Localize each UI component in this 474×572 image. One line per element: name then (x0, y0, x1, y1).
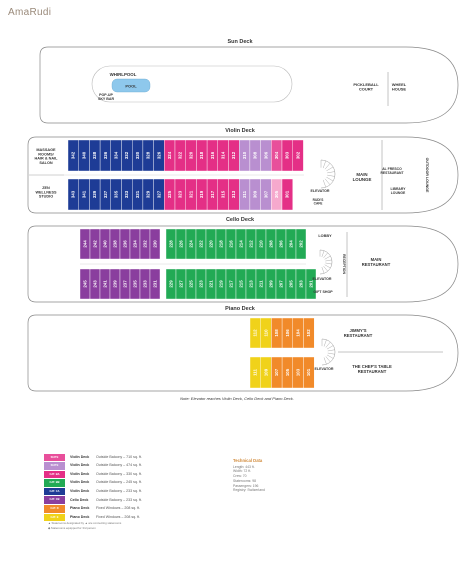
cabin-341-number: 341 (81, 190, 87, 199)
footnote-line: ▲ Staterooms designated by ▲ are connecting staterooms (48, 521, 122, 525)
cabin-219-number: 219 (218, 280, 224, 288)
gift-shop-label: GIFT SHOP (313, 290, 333, 294)
violin-elevator-label: ELEVATOR (310, 189, 330, 193)
cabin-236-number: 236 (122, 240, 128, 248)
cabin-224-number: 224 (188, 240, 194, 248)
cabin-211-number: 211 (258, 280, 264, 288)
cabin-313-number: 313 (231, 190, 237, 199)
cabin-109-number: 109 (263, 368, 269, 377)
whirlpool-label: WHIRLPOOL (109, 72, 137, 77)
cabin-306-number: 306 (263, 151, 269, 160)
elevator-note: Note: Elevator reaches Violin Deck, Cello Deck and Piano Deck. (180, 396, 294, 401)
cabin-237-number: 237 (122, 280, 128, 288)
spa-label: MASSAGE (36, 148, 56, 152)
cabin-319-number: 319 (199, 190, 205, 199)
reception-label: RECEPTION (342, 254, 346, 274)
footnote (48, 521, 198, 530)
legend-swatch: CAT. CA (44, 488, 65, 496)
cabin-222-number: 222 (198, 240, 204, 248)
cabin-112-number: 112 (252, 329, 258, 337)
cabin-209-number: 209 (268, 280, 274, 288)
spa-label: HAIR & NAIL (34, 156, 58, 161)
cabin-218-number: 218 (218, 240, 224, 248)
zen-wellness-label: STUDIO (38, 194, 54, 199)
cello-elevator-label: ELEVATOR (312, 277, 332, 281)
cabin-233-number: 233 (142, 280, 148, 288)
library-lounge-label: LOUNGE (390, 190, 406, 195)
jimmys-restaurant-label: JIMMY'S (349, 328, 367, 333)
cabin-304-number: 304 (273, 151, 279, 160)
cabin-331-number: 331 (134, 190, 140, 199)
library-lounge-label: LIBRARY (390, 187, 406, 191)
cabin-244-number: 244 (82, 240, 88, 248)
jimmys-restaurant-label: RESTAURANT (343, 332, 373, 338)
cabin-235-number: 235 (132, 280, 138, 288)
cabin-103-number: 103 (295, 368, 301, 377)
legend-swatch: CAT. D (44, 505, 65, 513)
cabin-208-number: 208 (268, 240, 274, 248)
popup-sky-bar-label: POP-UP (99, 93, 113, 97)
cabin-104-number: 104 (295, 329, 301, 337)
cabin-232-number: 232 (142, 240, 148, 248)
brand-logo: AmaRudi (8, 7, 52, 18)
legend-swatch: CAT. E (44, 514, 65, 522)
legend-deck: Violin Deck (70, 480, 90, 485)
cabin-101-number: 101 (306, 368, 312, 377)
cabin-334-number: 334 (113, 151, 119, 160)
cabin-308-number: 308 (252, 151, 258, 160)
cabin-342-number: 342 (70, 151, 76, 160)
legend-description: Outside Balcony – 245 sq. ft. (96, 480, 142, 485)
cabin-305-number: 305 (273, 190, 279, 199)
legend-description: Fixed Windows – 208 sq. ft. (96, 514, 141, 519)
legend-swatch: SUITE (44, 454, 65, 462)
legend-deck: Violin Deck (70, 454, 90, 459)
cabin-221-number: 221 (208, 280, 214, 288)
cabin-316-number: 316 (209, 151, 215, 160)
legend-deck: Violin Deck (70, 463, 90, 468)
cabin-310-number: 310 (241, 151, 247, 160)
rudis-cafe-label: CAFE (313, 201, 323, 206)
cabin-327-number: 327 (156, 190, 162, 199)
spa-label: SALON (39, 161, 53, 166)
cabin-320-number: 320 (188, 151, 194, 160)
al-fresco-restaurant-label: AL FRESCO (382, 167, 402, 171)
legend-description: Outside Balcony – 330 sq. ft. (96, 471, 142, 476)
cabin-323-number: 323 (177, 190, 183, 199)
technical-title: Technical Data (233, 458, 263, 463)
cabin-216-number: 216 (228, 240, 234, 248)
cabin-324-number: 324 (166, 151, 172, 160)
legend-description: Fixed Windows – 208 sq. ft. (96, 506, 141, 511)
cabin-245-number: 245 (82, 280, 88, 288)
legend-description: Outside Balcony – 233 sq. ft. (96, 497, 142, 502)
technical-line: Registry: Switzerland (233, 488, 265, 493)
cabin-243-number: 243 (92, 280, 98, 288)
cabin-314-number: 314 (220, 151, 226, 160)
legend-swatch: CAT. BB (44, 479, 65, 487)
cabin-309-number: 309 (252, 190, 258, 199)
cabin-339-number: 339 (92, 190, 98, 199)
technical-line: Width: 72 ft. (233, 469, 252, 474)
cabin-315-number: 315 (220, 190, 226, 199)
cabin-215-number: 215 (238, 280, 244, 288)
cabin-240-number: 240 (102, 240, 108, 248)
cabin-225-number: 225 (188, 280, 194, 288)
cabin-223-number: 223 (198, 280, 204, 288)
cabin-238-number: 238 (112, 240, 118, 248)
cabin-333-number: 333 (124, 190, 130, 199)
cabin-317-number: 317 (209, 190, 215, 199)
legend-deck: Piano Deck (70, 506, 90, 511)
cabin-202-number: 202 (298, 240, 304, 248)
wheelhouse-label: WHEEL (391, 82, 407, 87)
cabin-301-number: 301 (284, 190, 290, 199)
cabin-234-number: 234 (132, 240, 138, 248)
cabin-239-number: 239 (112, 280, 118, 288)
cabin-204-number: 204 (288, 240, 294, 248)
cabin-201-number: 201 (308, 280, 314, 288)
cabin-343-number: 343 (70, 190, 76, 199)
legend-swatch: CAT. BA (44, 471, 65, 479)
zen-wellness-label: ZEN (42, 186, 50, 190)
cabin-108-number: 108 (274, 329, 280, 337)
cabin-337-number: 337 (102, 190, 108, 199)
sun-deck-title: Sun Deck (227, 39, 253, 45)
lobby-label: LOBBY (318, 234, 332, 238)
cabin-203-number: 203 (298, 280, 304, 288)
legend-swatch: SUITE (44, 462, 65, 470)
violin-deck-title: Violin Deck (225, 128, 255, 134)
pickleball-court-label: PICKLEBALL (353, 82, 379, 87)
cabin-325-number: 325 (166, 190, 172, 199)
cabin-107-number: 107 (274, 368, 280, 377)
cabin-326-number: 326 (156, 151, 162, 160)
legend-description: Outside Balcony – 474 sq. ft. (96, 463, 142, 468)
spa-label: ROOMS/ (38, 152, 54, 157)
legend-deck: Cello Deck (70, 497, 89, 502)
cabin-227-number: 227 (178, 280, 184, 288)
cabin-332-number: 332 (124, 151, 130, 160)
popup-sky-bar-label: SKY BAR (97, 97, 115, 102)
cabin-220-number: 220 (208, 240, 214, 248)
main-restaurant-label: MAIN (370, 257, 382, 262)
wheelhouse-label: HOUSE (391, 86, 407, 92)
cabin-105-number: 105 (284, 368, 290, 377)
cabin-338-number: 338 (92, 151, 98, 160)
technical-line: Staterooms: 98 (233, 478, 256, 483)
technical-data (233, 458, 353, 493)
cabin-111-number: 111 (252, 369, 258, 376)
main-lounge-label: MAIN (356, 172, 368, 177)
cabin-303-number: 303 (284, 151, 290, 160)
pool-label: POOL (125, 83, 137, 89)
zen-wellness-label: WELLNESS (35, 190, 57, 195)
chefs-table-restaurant-label: THE CHEF'S TABLE (352, 364, 392, 369)
main-lounge-label: LOUNGE (352, 177, 372, 183)
legend-deck: Violin Deck (70, 471, 90, 476)
cabin-110-number: 110 (263, 329, 269, 337)
cabin-328-number: 328 (145, 151, 151, 160)
cabin-226-number: 226 (178, 240, 184, 248)
cabin-205-number: 205 (288, 280, 294, 288)
cabin-102-number: 102 (306, 329, 312, 337)
cabin-217-number: 217 (228, 280, 234, 288)
technical-line: Length: 443 ft. (233, 464, 255, 469)
cabin-311-number: 311 (241, 190, 247, 199)
piano-elevator-label: ELEVATOR (314, 367, 334, 371)
cabin-321-number: 321 (188, 190, 194, 199)
cello-deck-title: Cello Deck (225, 217, 255, 223)
cabin-106-number: 106 (284, 329, 290, 337)
al-fresco-restaurant-label: RESTAURANT (380, 170, 404, 175)
cabin-207-number: 207 (278, 280, 284, 288)
outdoor-lounge-label: OUTDOOR LOUNGE (425, 157, 429, 193)
cabin-229-number: 229 (168, 280, 174, 288)
cabin-212-number: 212 (248, 240, 254, 248)
technical-line: Crew: 70 (233, 474, 247, 479)
piano-deck-title: Piano Deck (225, 306, 255, 312)
cabin-318-number: 318 (199, 151, 205, 160)
cabin-228-number: 228 (168, 240, 174, 248)
pickleball-court-label: COURT (358, 86, 374, 92)
cabin-214-number: 214 (238, 240, 244, 248)
cabin-241-number: 241 (102, 280, 108, 288)
cabin-322-number: 322 (177, 151, 183, 160)
cabin-210-number: 210 (258, 240, 264, 248)
cabin-335-number: 335 (113, 190, 119, 199)
legend-deck: Piano Deck (70, 514, 90, 519)
cabin-312-number: 312 (231, 151, 237, 160)
cabin-231-number: 231 (152, 280, 158, 288)
rudis-cafe-label: RUDI'S (312, 198, 324, 202)
cabin-213-number: 213 (248, 280, 254, 288)
legend-swatch: CAT. CB (44, 496, 65, 504)
technical-line: Passengers: 196 (233, 483, 259, 488)
cabin-206-number: 206 (278, 240, 284, 248)
footnote-line: ◆ Staterooms equipped for 3rd person (48, 525, 96, 530)
cabin-242-number: 242 (92, 240, 98, 248)
piano-deck-hull (28, 315, 458, 391)
main-restaurant-label: RESTAURANT (361, 261, 391, 267)
cabin-329-number: 329 (145, 190, 151, 199)
cabin-230-number: 230 (152, 240, 158, 248)
cabin-340-number: 340 (81, 151, 87, 160)
cabin-302-number: 302 (295, 151, 301, 160)
cabin-330-number: 330 (134, 151, 140, 160)
chefs-table-restaurant-label: RESTAURANT (357, 368, 387, 374)
legend-deck: Violin Deck (70, 488, 90, 493)
legend-description: Outside Balcony – 233 sq. ft. (96, 488, 142, 493)
cabin-307-number: 307 (263, 190, 269, 199)
legend-description: Outside Balcony – 710 sq. ft. (96, 454, 142, 459)
cabin-336-number: 336 (102, 151, 108, 160)
